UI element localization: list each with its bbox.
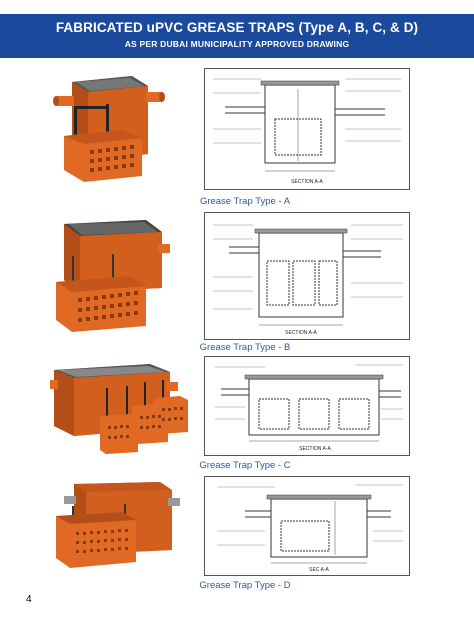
type-d-caption: Grease Trap Type - D — [199, 580, 291, 591]
type-b-drawing — [204, 212, 410, 340]
page-subtitle: AS PER DUBAI MUNICIPALITY APPROVED DRAWING — [124, 39, 350, 49]
type-a-drawing-title: SECTION A-A — [291, 179, 323, 185]
type-c-drawing — [204, 356, 410, 456]
type-b-caption: Grease Trap Type - B — [199, 342, 291, 353]
page-number: 4 — [26, 594, 32, 605]
type-b-photo — [50, 210, 170, 336]
type-c-caption: Grease Trap Type - C — [199, 460, 291, 471]
type-d-drawing — [204, 476, 410, 576]
type-a-drawing — [204, 68, 410, 190]
title-banner — [0, 14, 474, 58]
type-a-photo — [50, 64, 170, 184]
type-a-caption: Grease Trap Type - A — [199, 196, 291, 207]
type-c-photo — [50, 356, 190, 456]
type-d-drawing-title: SEC A-A — [309, 567, 329, 573]
page-title: FABRICATED uPVC GREASE TRAPS (Type A, B, C, & D) — [55, 20, 419, 35]
type-d-photo — [50, 476, 180, 572]
type-b-drawing-title: SECTION A-A — [285, 330, 317, 336]
type-c-drawing-title: SECTION A-A — [299, 446, 331, 452]
